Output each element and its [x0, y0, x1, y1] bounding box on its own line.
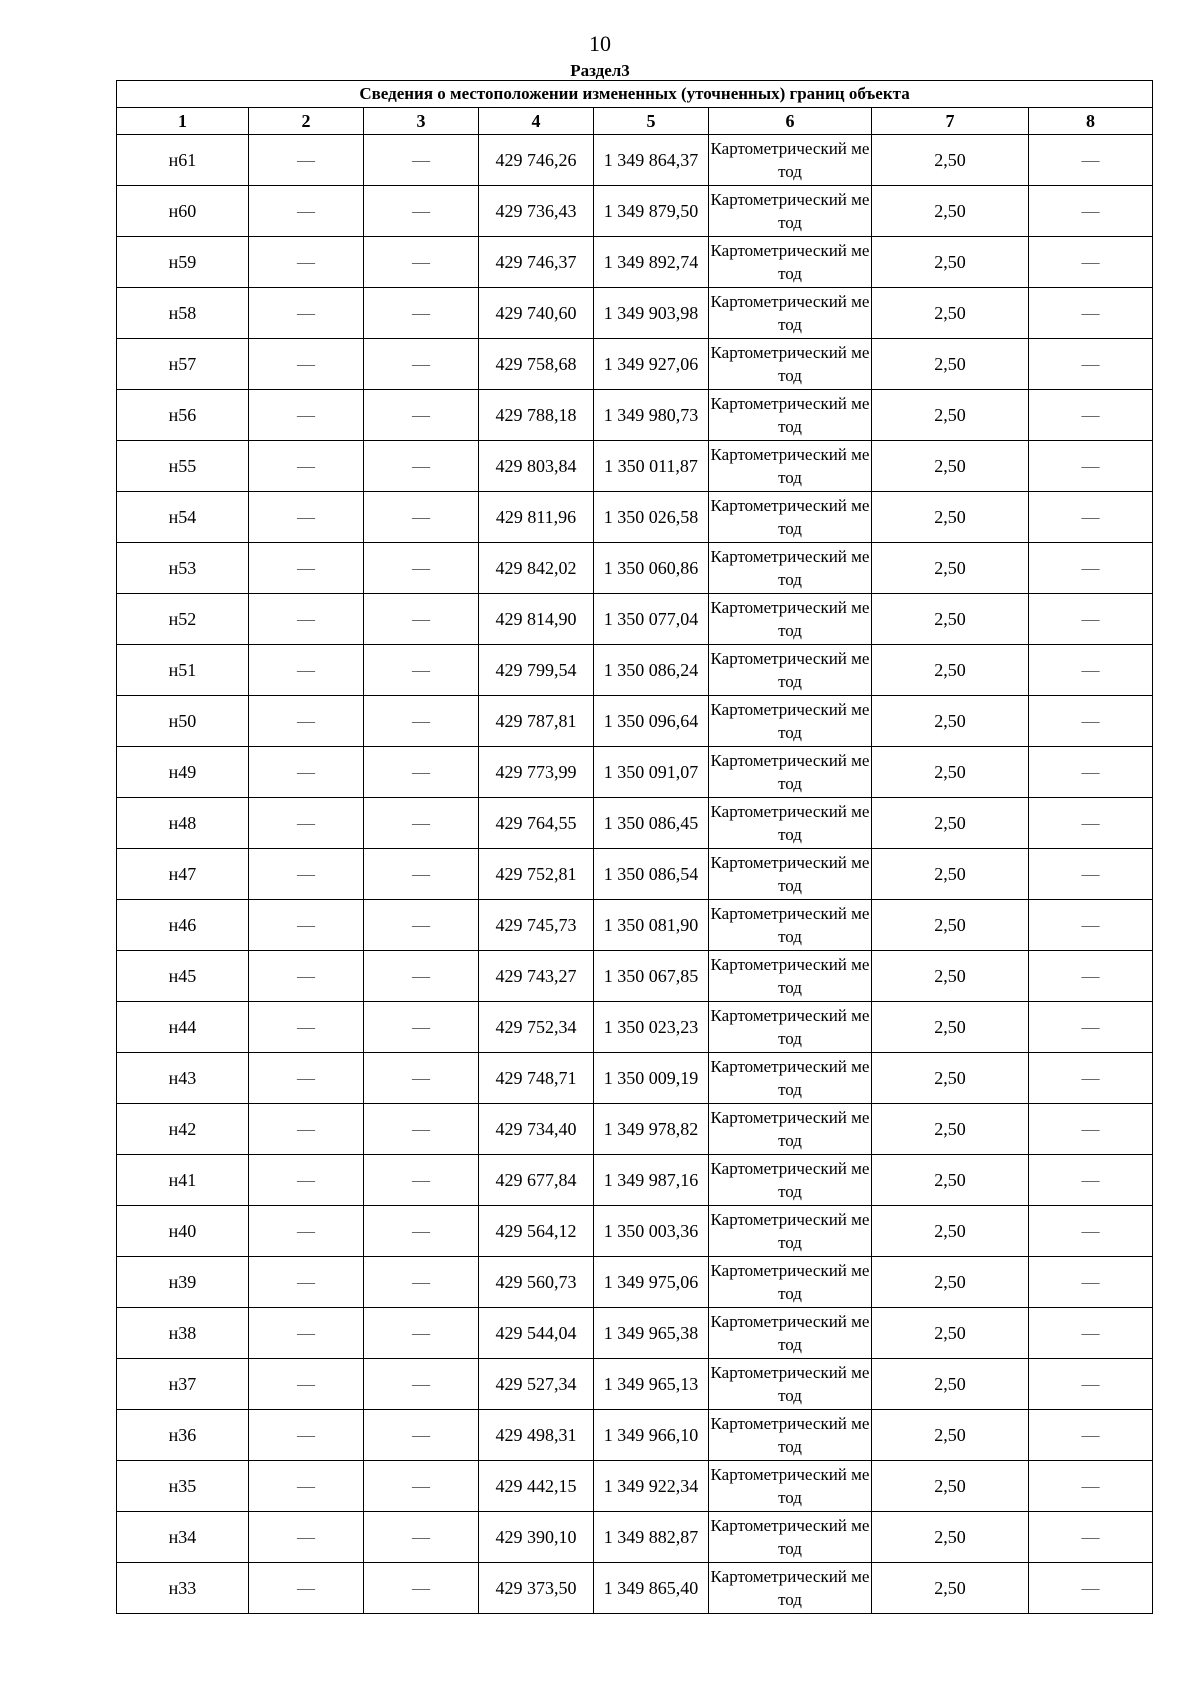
column-header: 2 [249, 108, 364, 135]
table-row [117, 492, 1153, 543]
table-row [117, 186, 1153, 237]
point-name-cell: н55 [117, 441, 249, 492]
x-coordinate-cell: 429 811,96 [479, 492, 594, 543]
table-row [117, 1410, 1153, 1461]
point-name-cell: н53 [117, 543, 249, 594]
empty-cell: — [1029, 135, 1153, 186]
method-cell: Картометрический метод [709, 951, 872, 1002]
x-coordinate-cell: 429 743,27 [479, 951, 594, 1002]
empty-cell: — [1029, 798, 1153, 849]
x-coordinate-cell: 429 544,04 [479, 1308, 594, 1359]
empty-cell: — [249, 390, 364, 441]
accuracy-cell: 2,50 [872, 135, 1029, 186]
empty-cell: — [364, 798, 479, 849]
empty-cell: — [1029, 849, 1153, 900]
empty-cell: — [364, 339, 479, 390]
empty-cell: — [364, 645, 479, 696]
method-cell: Картометрический метод [709, 1410, 872, 1461]
x-coordinate-cell: 429 752,81 [479, 849, 594, 900]
x-coordinate-cell: 429 746,26 [479, 135, 594, 186]
accuracy-cell: 2,50 [872, 1257, 1029, 1308]
method-cell: Картометрический метод [709, 390, 872, 441]
method-cell: Картометрический метод [709, 135, 872, 186]
table-row [117, 1512, 1153, 1563]
method-cell: Картометрический метод [709, 186, 872, 237]
method-cell: Картометрический метод [709, 1512, 872, 1563]
table-row [117, 1155, 1153, 1206]
empty-cell: — [249, 1053, 364, 1104]
x-coordinate-cell: 429 560,73 [479, 1257, 594, 1308]
point-name-cell: н46 [117, 900, 249, 951]
empty-cell: — [364, 1512, 479, 1563]
empty-cell: — [364, 696, 479, 747]
x-coordinate-cell: 429 788,18 [479, 390, 594, 441]
point-name-cell: н56 [117, 390, 249, 441]
accuracy-cell: 2,50 [872, 1053, 1029, 1104]
empty-cell: — [249, 1104, 364, 1155]
accuracy-cell: 2,50 [872, 441, 1029, 492]
y-coordinate-cell: 1 349 965,38 [594, 1308, 709, 1359]
y-coordinate-cell: 1 350 086,45 [594, 798, 709, 849]
empty-cell: — [1029, 1155, 1153, 1206]
y-coordinate-cell: 1 349 987,16 [594, 1155, 709, 1206]
empty-cell: — [249, 135, 364, 186]
table-body [117, 135, 1153, 1614]
accuracy-cell: 2,50 [872, 1155, 1029, 1206]
method-cell: Картометрический метод [709, 594, 872, 645]
y-coordinate-cell: 1 350 077,04 [594, 594, 709, 645]
column-header: 6 [709, 108, 872, 135]
empty-cell: — [249, 339, 364, 390]
point-name-cell: н48 [117, 798, 249, 849]
y-coordinate-cell: 1 350 086,54 [594, 849, 709, 900]
empty-cell: — [364, 1053, 479, 1104]
empty-cell: — [1029, 339, 1153, 390]
empty-cell: — [1029, 645, 1153, 696]
x-coordinate-cell: 429 677,84 [479, 1155, 594, 1206]
method-cell: Картометрический метод [709, 339, 872, 390]
empty-cell: — [364, 543, 479, 594]
empty-cell: — [249, 1410, 364, 1461]
table-row [117, 951, 1153, 1002]
x-coordinate-cell: 429 773,99 [479, 747, 594, 798]
method-cell: Картометрический метод [709, 441, 872, 492]
column-header-row [117, 108, 1153, 135]
empty-cell: — [249, 1206, 364, 1257]
empty-cell: — [1029, 492, 1153, 543]
method-cell: Картометрический метод [709, 543, 872, 594]
accuracy-cell: 2,50 [872, 798, 1029, 849]
x-coordinate-cell: 429 752,34 [479, 1002, 594, 1053]
empty-cell: — [249, 798, 364, 849]
empty-cell: — [249, 543, 364, 594]
table-row [117, 1461, 1153, 1512]
empty-cell: — [1029, 1104, 1153, 1155]
point-name-cell: н44 [117, 1002, 249, 1053]
empty-cell: — [249, 1257, 364, 1308]
y-coordinate-cell: 1 350 026,58 [594, 492, 709, 543]
empty-cell: — [249, 900, 364, 951]
y-coordinate-cell: 1 349 879,50 [594, 186, 709, 237]
accuracy-cell: 2,50 [872, 696, 1029, 747]
x-coordinate-cell: 429 373,50 [479, 1563, 594, 1614]
point-name-cell: н52 [117, 594, 249, 645]
y-coordinate-cell: 1 349 892,74 [594, 237, 709, 288]
point-name-cell: н49 [117, 747, 249, 798]
empty-cell: — [249, 186, 364, 237]
empty-cell: — [249, 441, 364, 492]
empty-cell: — [364, 441, 479, 492]
empty-cell: — [364, 390, 479, 441]
point-name-cell: н59 [117, 237, 249, 288]
empty-cell: — [249, 696, 364, 747]
method-cell: Картометрический метод [709, 1002, 872, 1053]
table-row [117, 1308, 1153, 1359]
empty-cell: — [249, 1155, 364, 1206]
point-name-cell: н40 [117, 1206, 249, 1257]
empty-cell: — [364, 1002, 479, 1053]
page-number: 10 [589, 31, 611, 56]
table-row [117, 798, 1153, 849]
method-cell: Картометрический метод [709, 1155, 872, 1206]
empty-cell: — [1029, 441, 1153, 492]
accuracy-cell: 2,50 [872, 1410, 1029, 1461]
accuracy-cell: 2,50 [872, 849, 1029, 900]
y-coordinate-cell: 1 350 011,87 [594, 441, 709, 492]
accuracy-cell: 2,50 [872, 237, 1029, 288]
accuracy-cell: 2,50 [872, 543, 1029, 594]
empty-cell: — [1029, 288, 1153, 339]
method-cell: Картометрический метод [709, 1563, 872, 1614]
accuracy-cell: 2,50 [872, 288, 1029, 339]
empty-cell: — [364, 1461, 479, 1512]
accuracy-cell: 2,50 [872, 390, 1029, 441]
column-header: 3 [364, 108, 479, 135]
x-coordinate-cell: 429 564,12 [479, 1206, 594, 1257]
x-coordinate-cell: 429 390,10 [479, 1512, 594, 1563]
empty-cell: — [1029, 1512, 1153, 1563]
x-coordinate-cell: 429 842,02 [479, 543, 594, 594]
table-row [117, 1359, 1153, 1410]
x-coordinate-cell: 429 527,34 [479, 1359, 594, 1410]
empty-cell: — [1029, 1308, 1153, 1359]
y-coordinate-cell: 1 350 067,85 [594, 951, 709, 1002]
method-cell: Картометрический метод [709, 849, 872, 900]
empty-cell: — [364, 186, 479, 237]
table-row [117, 441, 1153, 492]
empty-cell: — [1029, 186, 1153, 237]
empty-cell: — [249, 1461, 364, 1512]
empty-cell: — [249, 492, 364, 543]
empty-cell: — [249, 1512, 364, 1563]
empty-cell: — [1029, 1563, 1153, 1614]
point-name-cell: н45 [117, 951, 249, 1002]
table-row [117, 900, 1153, 951]
table-row [117, 747, 1153, 798]
accuracy-cell: 2,50 [872, 1359, 1029, 1410]
empty-cell: — [364, 951, 479, 1002]
point-name-cell: н54 [117, 492, 249, 543]
method-cell: Картометрический метод [709, 1206, 872, 1257]
empty-cell: — [1029, 1461, 1153, 1512]
empty-cell: — [364, 288, 479, 339]
point-name-cell: н61 [117, 135, 249, 186]
table-row [117, 1206, 1153, 1257]
method-cell: Картометрический метод [709, 288, 872, 339]
y-coordinate-cell: 1 349 965,13 [594, 1359, 709, 1410]
empty-cell: — [364, 594, 479, 645]
method-cell: Картометрический метод [709, 645, 872, 696]
empty-cell: — [1029, 1002, 1153, 1053]
accuracy-cell: 2,50 [872, 339, 1029, 390]
x-coordinate-cell: 429 740,60 [479, 288, 594, 339]
empty-cell: — [364, 900, 479, 951]
empty-cell: — [1029, 390, 1153, 441]
accuracy-cell: 2,50 [872, 1104, 1029, 1155]
point-name-cell: н34 [117, 1512, 249, 1563]
method-cell: Картометрический метод [709, 747, 872, 798]
point-name-cell: н41 [117, 1155, 249, 1206]
accuracy-cell: 2,50 [872, 1512, 1029, 1563]
table-row [117, 1053, 1153, 1104]
method-cell: Картометрический метод [709, 1257, 872, 1308]
column-header: 4 [479, 108, 594, 135]
empty-cell: — [1029, 594, 1153, 645]
empty-cell: — [364, 1257, 479, 1308]
boundary-coordinates-table [116, 80, 1153, 1614]
column-header: 8 [1029, 108, 1153, 135]
point-name-cell: н39 [117, 1257, 249, 1308]
x-coordinate-cell: 429 758,68 [479, 339, 594, 390]
y-coordinate-cell: 1 349 978,82 [594, 1104, 709, 1155]
x-coordinate-cell: 429 799,54 [479, 645, 594, 696]
empty-cell: — [249, 747, 364, 798]
empty-cell: — [249, 645, 364, 696]
y-coordinate-cell: 1 350 060,86 [594, 543, 709, 594]
empty-cell: — [364, 1104, 479, 1155]
point-name-cell: н60 [117, 186, 249, 237]
point-name-cell: н35 [117, 1461, 249, 1512]
point-name-cell: н47 [117, 849, 249, 900]
y-coordinate-cell: 1 350 091,07 [594, 747, 709, 798]
point-name-cell: н57 [117, 339, 249, 390]
x-coordinate-cell: 429 442,15 [479, 1461, 594, 1512]
empty-cell: — [364, 1308, 479, 1359]
y-coordinate-cell: 1 349 882,87 [594, 1512, 709, 1563]
empty-cell: — [1029, 900, 1153, 951]
x-coordinate-cell: 429 736,43 [479, 186, 594, 237]
method-cell: Картометрический метод [709, 1359, 872, 1410]
empty-cell: — [1029, 1257, 1153, 1308]
accuracy-cell: 2,50 [872, 1461, 1029, 1512]
table-row [117, 1257, 1153, 1308]
x-coordinate-cell: 429 764,55 [479, 798, 594, 849]
method-cell: Картометрический метод [709, 900, 872, 951]
column-header: 7 [872, 108, 1029, 135]
empty-cell: — [1029, 1206, 1153, 1257]
empty-cell: — [1029, 543, 1153, 594]
empty-cell: — [364, 1206, 479, 1257]
empty-cell: — [364, 849, 479, 900]
y-coordinate-cell: 1 349 927,06 [594, 339, 709, 390]
table-row [117, 1563, 1153, 1614]
point-name-cell: н38 [117, 1308, 249, 1359]
empty-cell: — [249, 237, 364, 288]
accuracy-cell: 2,50 [872, 951, 1029, 1002]
empty-cell: — [1029, 237, 1153, 288]
empty-cell: — [364, 1563, 479, 1614]
x-coordinate-cell: 429 748,71 [479, 1053, 594, 1104]
y-coordinate-cell: 1 350 081,90 [594, 900, 709, 951]
table-row [117, 543, 1153, 594]
point-name-cell: н37 [117, 1359, 249, 1410]
y-coordinate-cell: 1 350 086,24 [594, 645, 709, 696]
accuracy-cell: 2,50 [872, 747, 1029, 798]
y-coordinate-cell: 1 349 966,10 [594, 1410, 709, 1461]
y-coordinate-cell: 1 349 980,73 [594, 390, 709, 441]
x-coordinate-cell: 429 745,73 [479, 900, 594, 951]
method-cell: Картометрический метод [709, 1308, 872, 1359]
method-cell: Картометрический метод [709, 237, 872, 288]
point-name-cell: н58 [117, 288, 249, 339]
accuracy-cell: 2,50 [872, 186, 1029, 237]
accuracy-cell: 2,50 [872, 900, 1029, 951]
table-row [117, 390, 1153, 441]
empty-cell: — [1029, 951, 1153, 1002]
empty-cell: — [249, 594, 364, 645]
point-name-cell: н42 [117, 1104, 249, 1155]
empty-cell: — [1029, 696, 1153, 747]
section-title: Раздел3 [570, 61, 630, 80]
empty-cell: — [1029, 1410, 1153, 1461]
method-cell: Картометрический метод [709, 1053, 872, 1104]
table-caption: Сведения о местоположении измененных (уточненных) границ объекта [117, 81, 1153, 108]
x-coordinate-cell: 429 803,84 [479, 441, 594, 492]
empty-cell: — [364, 135, 479, 186]
table-row [117, 135, 1153, 186]
x-coordinate-cell: 429 787,81 [479, 696, 594, 747]
method-cell: Картометрический метод [709, 1461, 872, 1512]
method-cell: Картометрический метод [709, 492, 872, 543]
method-cell: Картометрический метод [709, 798, 872, 849]
empty-cell: — [364, 747, 479, 798]
empty-cell: — [1029, 1053, 1153, 1104]
accuracy-cell: 2,50 [872, 1206, 1029, 1257]
empty-cell: — [249, 849, 364, 900]
empty-cell: — [249, 1563, 364, 1614]
point-name-cell: н43 [117, 1053, 249, 1104]
y-coordinate-cell: 1 350 003,36 [594, 1206, 709, 1257]
empty-cell: — [364, 237, 479, 288]
table-row [117, 237, 1153, 288]
empty-cell: — [364, 1359, 479, 1410]
y-coordinate-cell: 1 349 865,40 [594, 1563, 709, 1614]
x-coordinate-cell: 429 734,40 [479, 1104, 594, 1155]
accuracy-cell: 2,50 [872, 492, 1029, 543]
accuracy-cell: 2,50 [872, 645, 1029, 696]
y-coordinate-cell: 1 350 023,23 [594, 1002, 709, 1053]
accuracy-cell: 2,50 [872, 1002, 1029, 1053]
method-cell: Картометрический метод [709, 696, 872, 747]
table-row [117, 1002, 1153, 1053]
table-row [117, 339, 1153, 390]
point-name-cell: н50 [117, 696, 249, 747]
point-name-cell: н33 [117, 1563, 249, 1614]
empty-cell: — [249, 951, 364, 1002]
empty-cell: — [249, 1308, 364, 1359]
table-row [117, 288, 1153, 339]
x-coordinate-cell: 429 498,31 [479, 1410, 594, 1461]
table-row [117, 1104, 1153, 1155]
empty-cell: — [249, 1002, 364, 1053]
table-row [117, 696, 1153, 747]
table-row [117, 645, 1153, 696]
x-coordinate-cell: 429 814,90 [479, 594, 594, 645]
y-coordinate-cell: 1 350 096,64 [594, 696, 709, 747]
accuracy-cell: 2,50 [872, 1563, 1029, 1614]
accuracy-cell: 2,50 [872, 1308, 1029, 1359]
empty-cell: — [364, 492, 479, 543]
accuracy-cell: 2,50 [872, 594, 1029, 645]
table-row [117, 849, 1153, 900]
empty-cell: — [1029, 747, 1153, 798]
empty-cell: — [249, 1359, 364, 1410]
empty-cell: — [364, 1410, 479, 1461]
empty-cell: — [364, 1155, 479, 1206]
y-coordinate-cell: 1 349 864,37 [594, 135, 709, 186]
x-coordinate-cell: 429 746,37 [479, 237, 594, 288]
y-coordinate-cell: 1 350 009,19 [594, 1053, 709, 1104]
column-header: 1 [117, 108, 249, 135]
y-coordinate-cell: 1 349 922,34 [594, 1461, 709, 1512]
empty-cell: — [1029, 1359, 1153, 1410]
y-coordinate-cell: 1 349 903,98 [594, 288, 709, 339]
column-header: 5 [594, 108, 709, 135]
point-name-cell: н36 [117, 1410, 249, 1461]
method-cell: Картометрический метод [709, 1104, 872, 1155]
table-row [117, 594, 1153, 645]
empty-cell: — [249, 288, 364, 339]
point-name-cell: н51 [117, 645, 249, 696]
y-coordinate-cell: 1 349 975,06 [594, 1257, 709, 1308]
